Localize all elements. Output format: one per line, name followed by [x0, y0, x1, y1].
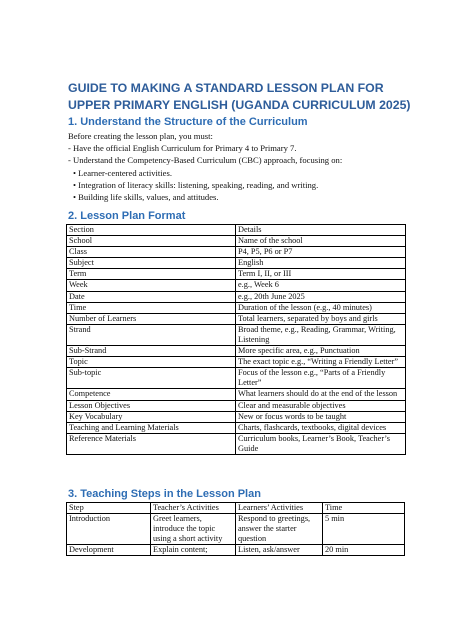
teaching-steps-table — [66, 502, 405, 556]
header-cell: Teacher’s Activities — [151, 503, 236, 514]
section-cell: School — [67, 236, 236, 247]
details-cell: P4, P5, P6 or P7 — [236, 247, 406, 258]
table-row — [67, 247, 406, 258]
table-row — [67, 280, 406, 291]
header-cell: Details — [236, 225, 406, 236]
details-cell: The exact topic e.g., “Writing a Friendly Letter” — [236, 357, 406, 368]
details-cell: Broad theme, e.g., Reading, Grammar, Writing, Listening — [236, 324, 406, 345]
section-cell: Date — [67, 291, 236, 302]
table-row — [67, 400, 406, 411]
table-row — [67, 411, 406, 422]
section-1-bullet: • Integration of literacy skills: listening, speaking, reading, and writing. — [73, 179, 319, 190]
teacher-activities-cell: Explain content; — [151, 545, 236, 556]
table-row — [67, 545, 405, 556]
teacher-activities-cell: Greet learners, introduce the topic using a short activity — [151, 514, 236, 545]
section-cell: Reference Materials — [67, 433, 236, 454]
table-row — [67, 346, 406, 357]
details-cell: Duration of the lesson (e.g., 40 minutes) — [236, 302, 406, 313]
section-cell: Teaching and Learning Materials — [67, 422, 236, 433]
document-title: GUIDE TO MAKING A STANDARD LESSON PLAN FOR UPPER PRIMARY ENGLISH (UGANDA CURRICULUM 2025) — [68, 81, 411, 112]
section-3-heading: 3. Teaching Steps in the Lesson Plan — [68, 488, 261, 500]
header-cell: Section — [67, 225, 236, 236]
header-cell: Step — [67, 503, 151, 514]
details-cell: Clear and measurable objectives — [236, 400, 406, 411]
time-cell: 5 min — [323, 514, 405, 545]
section-cell: Term — [67, 269, 236, 280]
section-cell: Week — [67, 280, 236, 291]
section-cell: Time — [67, 302, 236, 313]
details-cell: e.g., Week 6 — [236, 280, 406, 291]
lesson-plan-format-table — [66, 224, 406, 455]
table-row — [67, 357, 406, 368]
details-cell: Term I, II, or III — [236, 269, 406, 280]
table-header-row — [67, 503, 405, 514]
details-cell: e.g., 20th June 2025 — [236, 291, 406, 302]
section-1-item: - Understand the Competency-Based Curriculum (CBC) approach, focusing on: — [68, 155, 343, 166]
section-cell: Lesson Objectives — [67, 400, 236, 411]
details-cell: Total learners, separated by boys and girls — [236, 313, 406, 324]
table-header-row — [67, 225, 406, 236]
section-1-intro: Before creating the lesson plan, you must: — [68, 131, 213, 141]
details-cell: Focus of the lesson e.g., “Parts of a Friendly Letter” — [236, 368, 406, 389]
details-cell: English — [236, 258, 406, 269]
table-row — [67, 236, 406, 247]
table-row — [67, 258, 406, 269]
table-row — [67, 368, 406, 389]
details-cell: Charts, flashcards, textbooks, digital devices — [236, 422, 406, 433]
header-cell: Time — [323, 503, 405, 514]
details-cell: Name of the school — [236, 236, 406, 247]
learner-activities-cell: Respond to greetings, answer the starter question — [236, 514, 323, 545]
table-row — [67, 422, 406, 433]
section-cell: Class — [67, 247, 236, 258]
section-1-item: - Have the official English Curriculum for Primary 4 to Primary 7. — [68, 143, 297, 154]
table-row — [67, 291, 406, 302]
section-1-bullet: • Learner-centered activities. — [73, 167, 172, 178]
table-row — [67, 313, 406, 324]
section-cell: Topic — [67, 357, 236, 368]
section-1-heading: 1. Understand the Structure of the Curriculum — [68, 116, 308, 128]
section-cell: Subject — [67, 258, 236, 269]
section-cell: Number of Learners — [67, 313, 236, 324]
step-cell: Introduction — [67, 514, 151, 545]
details-cell: Curriculum books, Learner’s Book, Teacher’s Guide — [236, 433, 406, 454]
section-1-bullet: • Building life skills, values, and attitudes. — [73, 192, 219, 203]
details-cell: More specific area, e.g., Punctuation — [236, 346, 406, 357]
table-row — [67, 269, 406, 280]
details-cell: New or focus words to be taught — [236, 411, 406, 422]
table-row — [67, 302, 406, 313]
section-cell: Key Vocabulary — [67, 411, 236, 422]
section-cell: Competence — [67, 389, 236, 400]
section-cell: Sub-Strand — [67, 346, 236, 357]
section-1-body — [68, 130, 342, 203]
section-cell: Sub-topic — [67, 368, 236, 389]
time-cell: 20 min — [323, 545, 405, 556]
step-cell: Development — [67, 545, 151, 556]
learner-activities-cell: Listen, ask/answer — [236, 545, 323, 556]
table-row — [67, 389, 406, 400]
table-row — [67, 433, 406, 454]
section-2-heading: 2. Lesson Plan Format — [68, 210, 186, 222]
details-cell: What learners should do at the end of the lesson — [236, 389, 406, 400]
table-row — [67, 514, 405, 545]
section-cell: Strand — [67, 324, 236, 345]
header-cell: Learners’ Activities — [236, 503, 323, 514]
table-row — [67, 324, 406, 345]
